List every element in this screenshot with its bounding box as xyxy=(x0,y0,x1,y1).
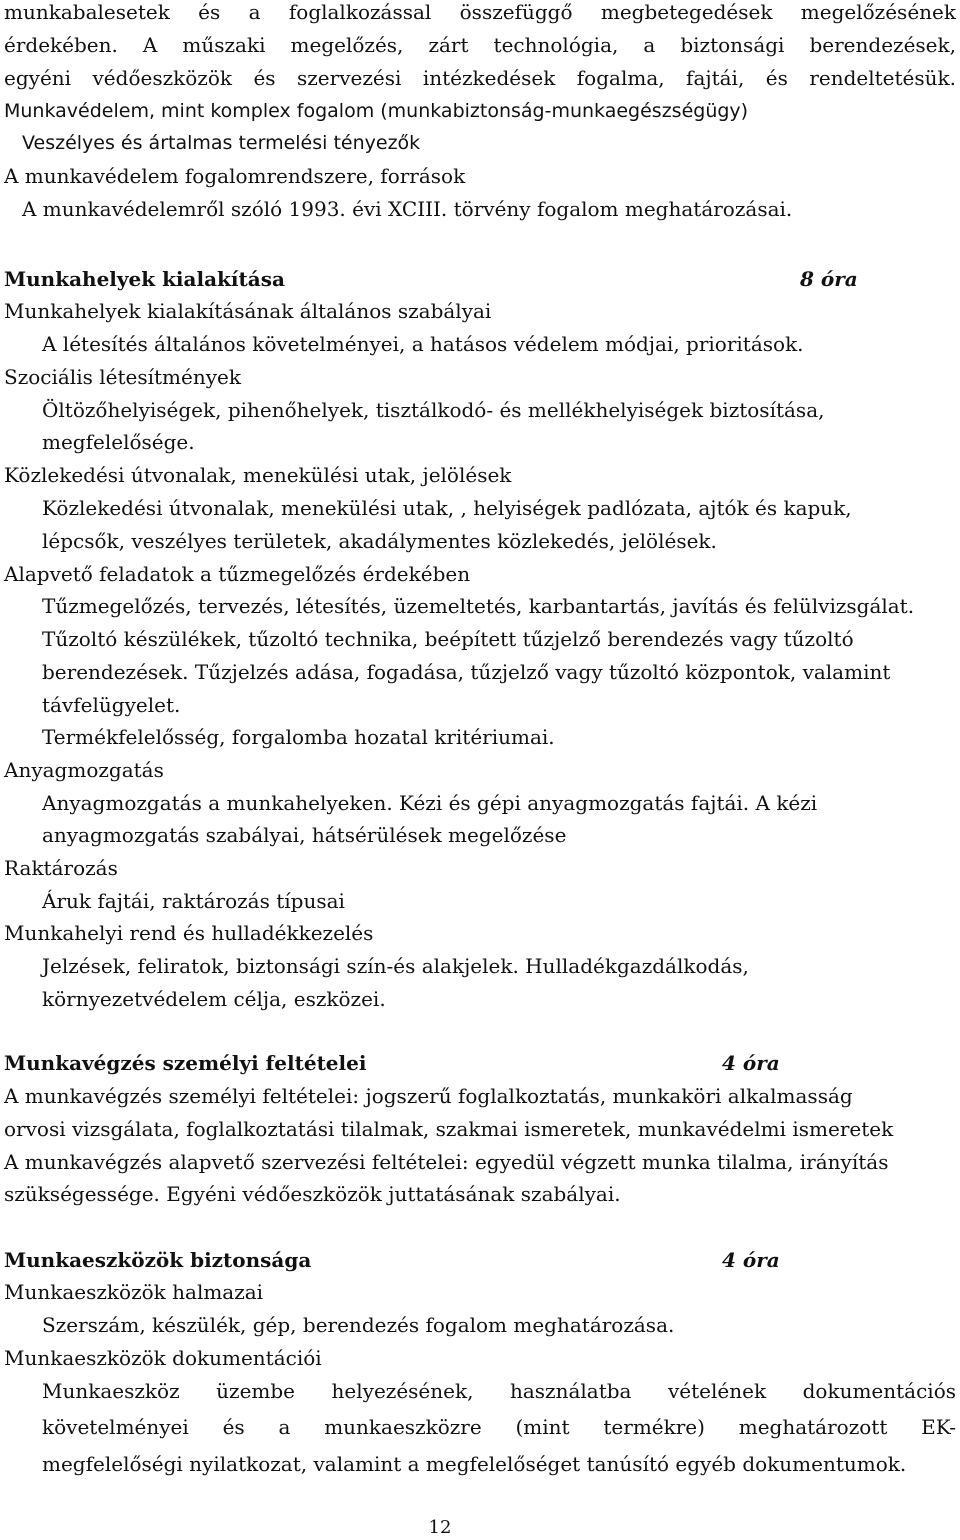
section-hours-munkavegzes: 4 óra xyxy=(722,1051,780,1075)
s3-line-5: követelményei és a munkaeszközre (mint termékre) meghatározott EK- xyxy=(42,1415,956,1439)
s1-line-10: Tűzmegelőzés, tervezés, létesítés, üzemeltetés, karbantartás, javítás és felülvizsgálat. xyxy=(42,594,915,618)
s2-line-2: orvosi vizsgálata, foglalkoztatási tilalmak, szakmai ismeretek, munkavédelmi ismeretek xyxy=(4,1117,894,1141)
s1-line-7: Közlekedési útvonalak, menekülési utak, , helyiségek padlózata, ajtók és kapuk, xyxy=(42,496,852,520)
intro-line-7: A munkavédelemről szóló 1993. évi XCIII. törvény fogalom meghatározásai. xyxy=(22,197,793,221)
section-title-munkaeszkozok: Munkaeszközök biztonsága xyxy=(4,1248,312,1272)
page-number: 12 xyxy=(428,1517,452,1538)
intro-line-1: munkabalesetek és a foglalkozással összefüggő megbetegedések megelőzésének xyxy=(4,0,956,24)
s2-line-3: A munkavégzés alapvető szervezési feltételei: egyedül végzett munka tilalma, irányítás xyxy=(4,1150,889,1174)
s1-line-18: Raktározás xyxy=(4,856,118,880)
s1-line-22: környezetvédelem célja, eszközei. xyxy=(42,987,386,1011)
intro-line-2: érdekében. A műszaki megelőzés, zárt technológia, a biztonsági berendezések, xyxy=(4,33,956,57)
s3-line-4: Munkaeszköz üzembe helyezésének, használatba vételének dokumentációs xyxy=(42,1379,956,1403)
s1-line-15: Anyagmozgatás xyxy=(4,758,164,782)
section-title-munkahelyek: Munkahelyek kialakítása xyxy=(4,267,285,291)
intro-line-5: Veszélyes és ártalmas termelési tényezők xyxy=(22,132,421,154)
s1-line-14: Termékfelelősség, forgalomba hozatal kritériumai. xyxy=(42,725,555,749)
s1-line-12: berendezések. Tűzjelzés adása, fogadása, tűzjelző vagy tűzoltó központok, valamint xyxy=(42,660,891,684)
section-hours-munkaeszkozok: 4 óra xyxy=(722,1248,780,1272)
s3-line-1: Munkaeszközök halmazai xyxy=(4,1280,264,1304)
s1-line-20: Munkahelyi rend és hulladékkezelés xyxy=(4,921,374,945)
s1-line-21: Jelzések, feliratok, biztonsági szín-és alakjelek. Hulladékgazdálkodás, xyxy=(42,954,749,978)
intro-line-6: A munkavédelem fogalomrendszere, források xyxy=(4,164,466,188)
s1-line-16: Anyagmozgatás a munkahelyeken. Kézi és gépi anyagmozgatás fajtái. A kézi xyxy=(42,791,818,815)
s2-line-1: A munkavégzés személyi feltételei: jogszerű foglalkoztatás, munkaköri alkalmasság xyxy=(4,1084,853,1108)
section-title-munkavegzes: Munkavégzés személyi feltételei xyxy=(4,1051,367,1075)
intro-line-4: Munkavédelem, mint komplex fogalom (munkabiztonság-munkaegészségügy) xyxy=(4,100,749,122)
intro-line-3: egyéni védőeszközök és szervezési intézkedések fogalma, fajtái, és rendeltetésük. xyxy=(4,66,956,90)
s1-line-17: anyagmozgatás szabályai, hátsérülések megelőzése xyxy=(42,823,567,847)
s1-line-5: megfelelősége. xyxy=(42,430,195,454)
s3-line-6: megfelelőségi nyilatkozat, valamint a megfelelőséget tanúsító egyéb dokumentumok. xyxy=(42,1452,907,1476)
s1-line-9: Alapvető feladatok a tűzmegelőzés érdekében xyxy=(4,562,471,586)
s1-line-8: lépcsők, veszélyes területek, akadálymentes közlekedés, jelölések. xyxy=(42,529,717,553)
s1-line-19: Áruk fajtái, raktározás típusai xyxy=(42,889,345,913)
s1-line-1: Munkahelyek kialakításának általános szabályai xyxy=(4,299,492,323)
section-hours-munkahelyek: 8 óra xyxy=(800,267,858,291)
s1-line-2: A létesítés általános követelményei, a hatásos védelem módjai, prioritások. xyxy=(42,332,804,356)
s1-line-3: Szociális létesítmények xyxy=(4,365,241,389)
s1-line-6: Közlekedési útvonalak, menekülési utak, jelölések xyxy=(4,463,512,487)
s1-line-4: Öltözőhelyiségek, pihenőhelyek, tisztálkodó- és mellékhelyiségek biztosítása, xyxy=(42,398,825,422)
s1-line-13: távfelügyelet. xyxy=(42,693,181,717)
s2-line-4: szükségessége. Egyéni védőeszközök juttatásának szabályai. xyxy=(4,1182,621,1206)
s1-line-11: Tűzoltó készülékek, tűzoltó technika, beépített tűzjelző berendezés vagy tűzoltó xyxy=(42,627,854,651)
s3-line-3: Munkaeszközök dokumentációi xyxy=(4,1346,322,1370)
s3-line-2: Szerszám, készülék, gép, berendezés fogalom meghatározása. xyxy=(42,1313,675,1337)
